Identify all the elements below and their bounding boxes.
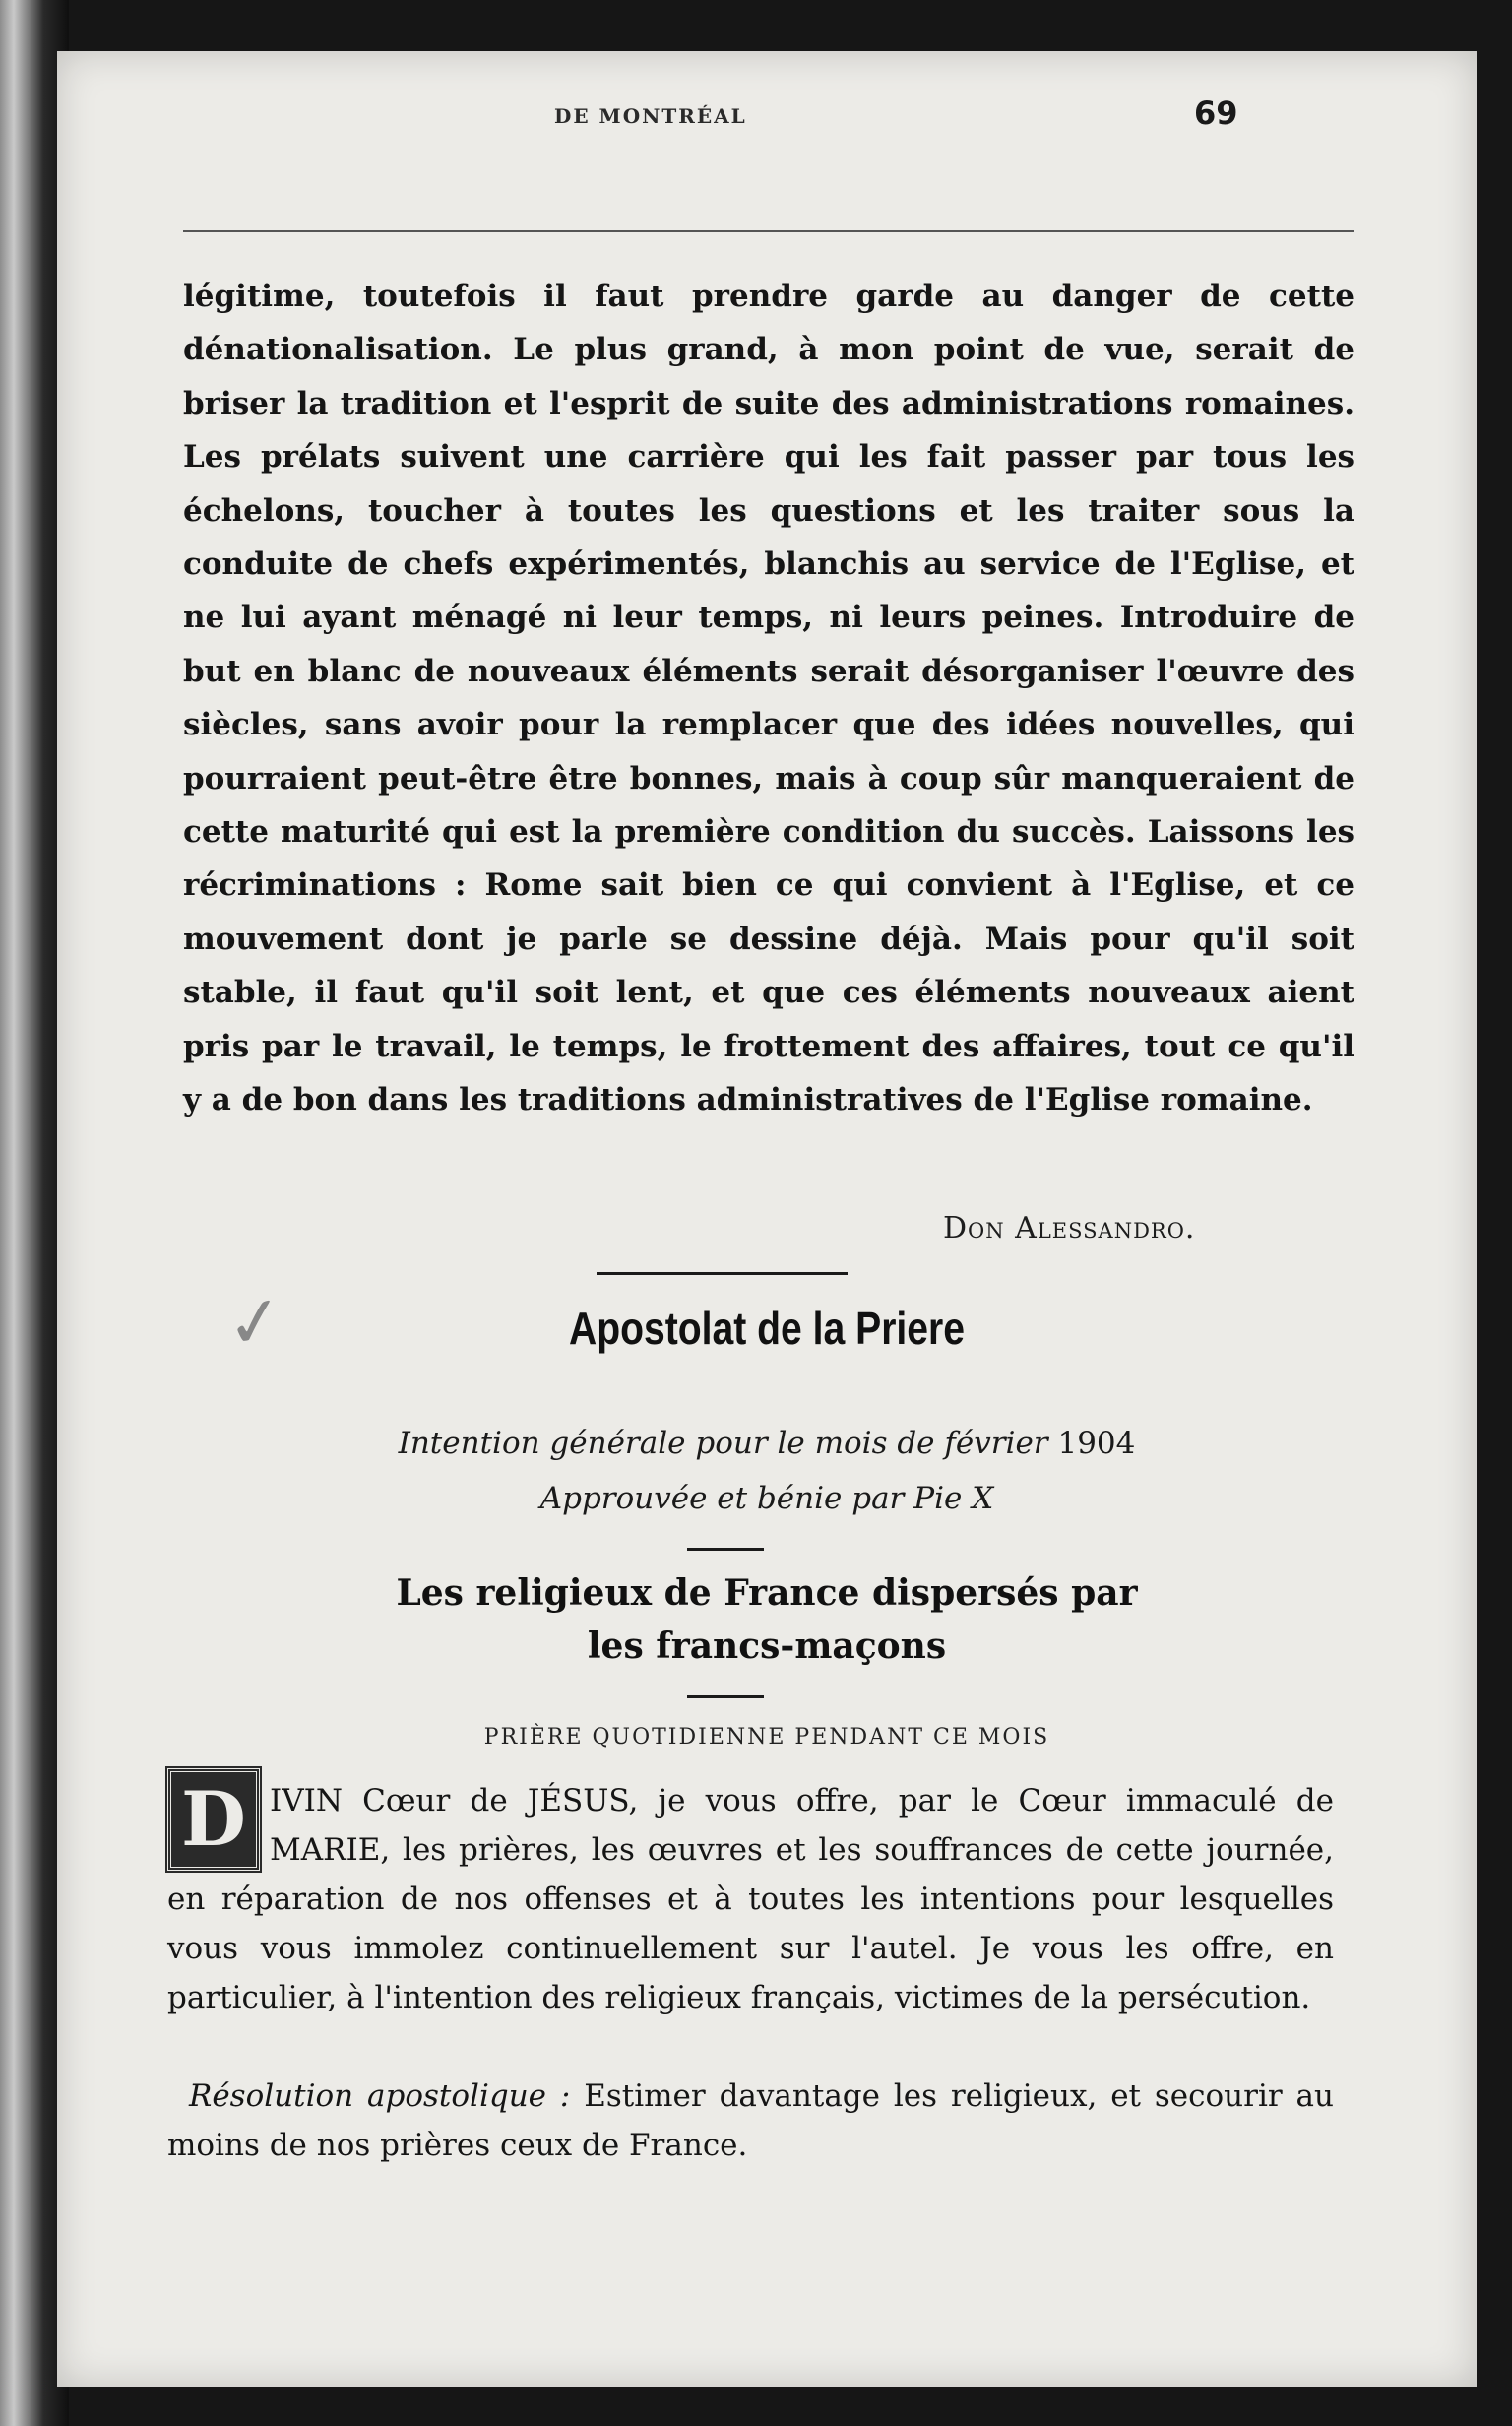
page-number: 69 <box>1194 95 1238 132</box>
running-head: DE MONTRÉAL <box>554 104 747 128</box>
title-divider-bottom <box>687 1695 764 1698</box>
prayer-text: IVIN Cœur de JÉSUS, je vous offre, par le Cœur immaculé de MARIE, les prières, les œuvres et les souffrances de cette journée, en réparation de nos offenses et à toutes les intentions pour lesquelles vous vous immolez continuellement sur l'autel. Je vous les offre, en particulier, à l'intention des religieux français, victimes de la persécution. <box>167 1783 1334 2015</box>
intention-year: 1904 <box>1057 1426 1136 1461</box>
book-page <box>57 51 1477 2387</box>
section-title: Apostolat de la Priere <box>569 1303 965 1354</box>
resolution-text: Estimer davantage les religieux, et secourir au moins de nos prières ceux de France. <box>167 2078 1334 2163</box>
subtitle-line-1: Les religieux de France dispersés par <box>396 1572 1138 1614</box>
pencil-check-mark: ✓ <box>220 1278 290 1367</box>
header-rule <box>183 230 1354 232</box>
drop-cap-initial: D <box>167 1768 260 1871</box>
prayer-heading: PRIÈRE QUOTIDIENNE PENDANT CE MOIS <box>483 1725 1050 1750</box>
resolution-label: Résolution apostolique : <box>189 2078 571 2114</box>
author-signature: Don Alessandro. <box>943 1211 1196 1245</box>
intention-text: Intention générale pour le mois de février <box>398 1426 1048 1461</box>
approval-line: Approuvée et bénie par Pie X <box>539 1481 994 1516</box>
title-divider-top <box>687 1548 764 1551</box>
page-header <box>57 51 1477 132</box>
intention-line <box>57 1426 1477 1461</box>
section-divider <box>597 1272 848 1275</box>
prayer-paragraph <box>167 1776 1334 2022</box>
drop-cap-space <box>167 1776 270 1871</box>
subtitle-line-2: les francs-maçons <box>587 1626 947 1667</box>
resolution-paragraph <box>167 2072 1334 2170</box>
article-paragraph: légitime, toutefois il faut prendre garde au danger de cette dénationalisation. Le plus grand, à mon point de vue, serait de briser la tradition et l'esprit de suite des administrations romaines. Les prélats suivent une carrière qui les fait passer par tous les échelons, toucher à toutes les questions et les traiter sous la conduite de chefs expérimentés, blanchis au service de l'Eglise, et ne lui ayant ménagé ni leur temps, ni leurs peines. Introduire de but en blanc de nouveaux éléments serait désorganiser l'œuvre des siècles, sans avoir pour la remplacer que des idées nouvelles, qui pourraient peut-être être bonnes, mais à coup sûr manqueraient de cette maturité qui est la première condition du succès. Laissons les récriminations : Rome sait bien ce qui convient à l'Eglise, et ce mouvement dont je parle se dessine déjà. Mais pour qu'il soit stable, il faut qu'il soit lent, et que ces éléments nouveaux aient pris par le travail, le temps, le frottement des affaires, tout ce qu'il y a de bon dans les traditions administratives de l'Eglise romaine. <box>183 279 1354 1118</box>
